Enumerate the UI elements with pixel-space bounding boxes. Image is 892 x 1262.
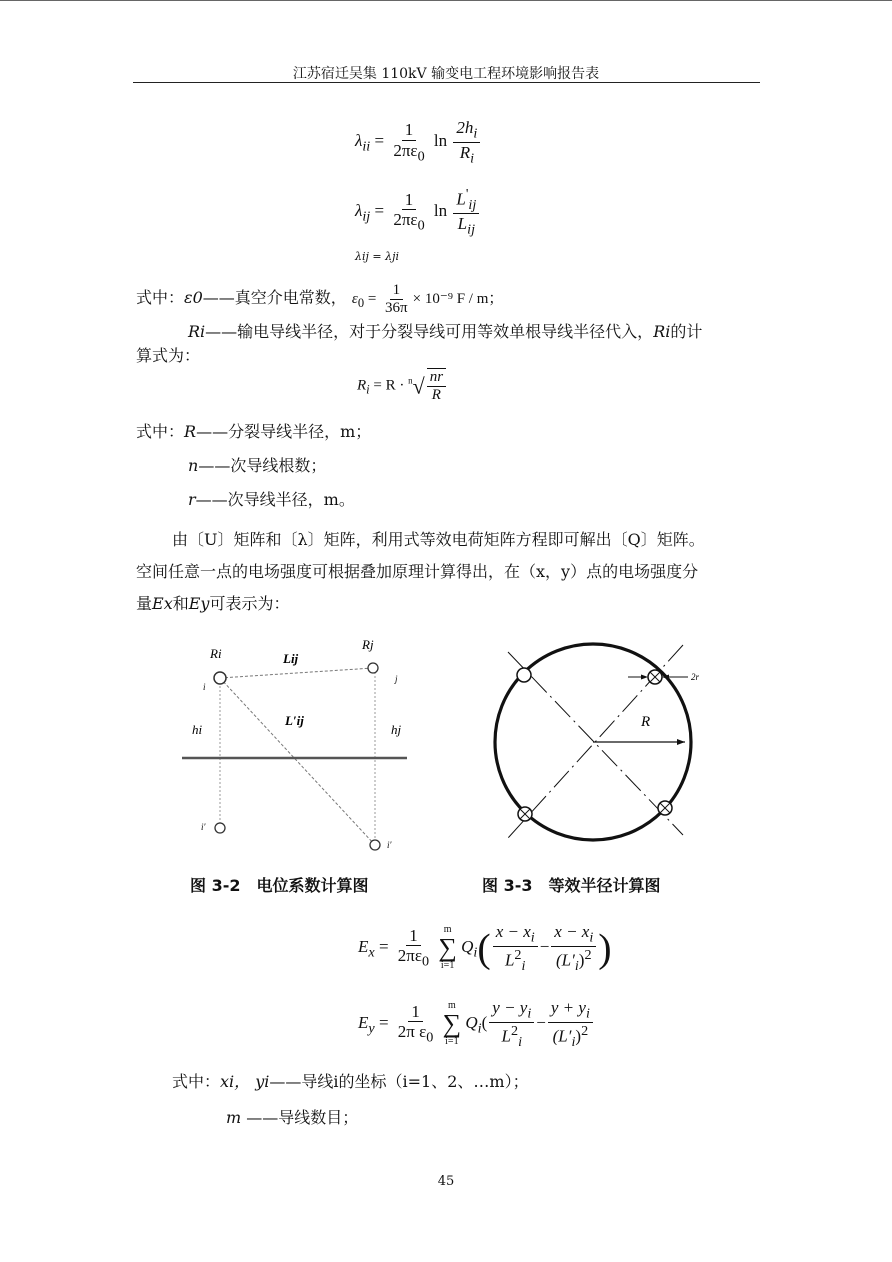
formula-ey: $E_y$ = $\frac{1}{2\pi \varepsilon_0}$ m ∑ i=1 $Q_i$( $\frac{y - y_i}{L^2_i}$ − $\frac{y + y_i}{(L'_i)^2}$: [358, 998, 595, 1050]
image-j: [370, 840, 380, 850]
small-r-definition: r——次导线半径，m。: [188, 490, 355, 509]
page-number: 45: [437, 1174, 455, 1189]
label-lij: Lij: [283, 651, 299, 666]
formula-ri: $R_i = R \cdot ^n√$ $\frac{nr}{R}$: [357, 368, 448, 405]
header-rule: [133, 82, 760, 83]
formula-lambda-symmetry: λij = λji: [355, 250, 400, 263]
label-i-prime: i′: [201, 822, 206, 832]
label-hi: hi: [192, 722, 203, 737]
ri-definition-cont: 算式为：: [136, 346, 201, 365]
label-j-prime: i′: [387, 840, 392, 850]
xy-definition: 式中：xi， yi——导线i的坐标（i=1、2、…m）；: [172, 1072, 529, 1091]
conductor-j: [368, 663, 378, 673]
formula-eps0: $\varepsilon_0$ = $\frac{1}{36\pi}$ × 10⁻⁹ F / m；: [351, 282, 504, 317]
eps0-definition: 式中：ε0——真空介电常数， $\varepsilon_0$ = $\frac{1}{36\pi}$ × 10⁻⁹ F / m；: [136, 282, 504, 317]
formula-lambda-ii: $\lambda_{ii}$ = $\frac{1}{2\pi\varepsilon_0}$ ln $\frac{2h_i}{R_i}$: [355, 118, 482, 166]
figure-3-2: [175, 630, 420, 860]
lpij-line: [220, 678, 375, 845]
formula-lambda-ij: $\lambda_{ij}$ = $\frac{1}{2\pi\varepsilon_0}$ ln $\frac{L'_{ij}}{L_{ij}}$: [355, 186, 481, 238]
caption-fig-3-2: 图 3-2 电位系数计算图: [190, 876, 369, 895]
label-j: j: [395, 674, 398, 684]
r-definition: 式中：R——分裂导线半径，m；: [136, 422, 372, 441]
n-definition: n——次导线根数；: [188, 456, 327, 475]
subconductor-1: [517, 668, 531, 682]
body-paragraph: 由〔U〕矩阵和〔λ〕矩阵，利用式等效电荷矩阵方程即可解出〔Q〕矩阵。 空间任意一点的电场强度可根据叠加原理计算得出，在（x，y）点的电场强度分 量Ex和Ey可表示为：: [136, 530, 705, 613]
conductor-i: [214, 672, 226, 684]
label-ri: Ri: [210, 646, 222, 661]
label-rj: Rj: [362, 637, 374, 652]
label-big-r: R: [641, 714, 651, 730]
page-top-edge: [0, 0, 892, 1]
label-2r: 2r: [691, 672, 700, 682]
page-header: 江苏宿迁吴集 110kV 输变电工程环境影响报告表: [292, 66, 600, 82]
formula-ex: $E_x$ = $\frac{1}{2\pi\varepsilon_0}$ m ∑ i=1 $Q_i$( $\frac{x - x_i}{L^2_i}$ − $\frac{x - x_i}{(L'_i)^2}$ ): [358, 922, 612, 974]
label-lpij: L′ij: [285, 713, 304, 728]
ri-definition: Ri——输电导线半径，对于分裂导线可用等效单根导线半径代入，Ri的计: [188, 322, 703, 341]
image-i: [215, 823, 225, 833]
m-definition: m ——导线数目；: [226, 1108, 359, 1127]
lij-line: [220, 668, 373, 678]
label-hj: hj: [391, 722, 402, 737]
caption-fig-3-3: 图 3-3 等效半径计算图: [482, 876, 661, 895]
figure-3-3: [488, 640, 713, 855]
label-i: i: [203, 682, 206, 692]
